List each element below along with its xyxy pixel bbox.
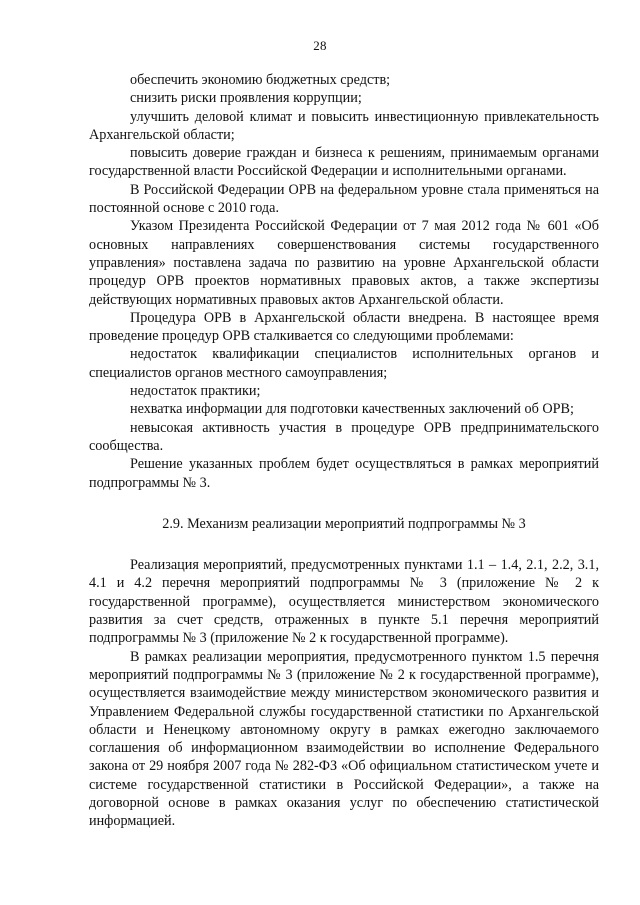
paragraph: повысить доверие граждан и бизнеса к решениям, принимаемым органами государственной власти Российской Федерации и исполнительными органами. bbox=[89, 145, 599, 180]
document-body bbox=[89, 71, 599, 831]
paragraph: невысокая активность участия в процедуре ОРВ предпринимательского сообщества. bbox=[89, 419, 599, 454]
paragraph: недостаток практики; bbox=[130, 383, 261, 400]
paragraph: улучшить деловой климат и повысить инвестиционную привлекательность Архангельской области; bbox=[89, 108, 599, 143]
section-heading: 2.9. Механизм реализации мероприятий подпрограммы № 3 bbox=[162, 515, 526, 532]
paragraph: обеспечить экономию бюджетных средств; bbox=[130, 72, 391, 88]
paragraph: В рамках реализации мероприятия, предусмотренного пунктом 1.5 перечня мероприятий подпрограммы № 3 (приложение № 2 к государственной программе), осуществляется взаимодействие между министерством экономического развития и Управлением Федеральной службы государственной статистики по Архангельской области и Ненецкому автономному округу в рамках ежегодно заключаемого соглашения об информационном взаимодействии во исполнение Федерального закона от 29 ноября 2007 года № 282-ФЗ «Об официальном статистическом учете и системе государственной статистики в Российской Федерации», а также на договорной основе в рамках оказания услуг по обеспечению статистической информацией. bbox=[89, 648, 599, 830]
paragraph: Указом Президента Российской Федерации от 7 мая 2012 года № 601 «Об основных направлениях совершенствования системы государственного управления» поставлена задача по развитию на уровне Архангельской области процедур ОРВ проектов нормативных правовых актов, а также экспертизы действующих нормативных правовых актов Архангельской области. bbox=[89, 218, 599, 308]
paragraph: нехватка информации для подготовки качественных заключений об ОРВ; bbox=[130, 401, 574, 418]
page-number: 28 bbox=[313, 38, 327, 53]
paragraph: Реализация мероприятий, предусмотренных пунктами 1.1 – 1.4, 2.1, 2.2, 3.1, 4.1 и 4.2 перечня мероприятий подпрограммы № 3 (приложение № 2 к государственной программе), осуществляется министерством экономического развития за счет средств, отраженных в пункте 5.1 перечня мероприятий подпрограммы № 3 (приложение № 2 к государственной программе). bbox=[89, 557, 599, 647]
paragraph: Процедура ОРВ в Архангельской области внедрена. В настоящее время проведение процедур ОРВ сталкивается со следующими проблемами: bbox=[89, 309, 599, 345]
paragraph: Решение указанных проблем будет осуществляться в рамках мероприятий подпрограммы № 3. bbox=[89, 456, 599, 491]
paragraph: недостаток квалификации специалистов исполнительных органов и специалистов органов местного самоуправления; bbox=[89, 346, 599, 381]
paragraph: снизить риски проявления коррупции; bbox=[130, 90, 362, 107]
paragraph: В Российской Федерации ОРВ на федеральном уровне стала применяться на постоянной основе с 2010 года. bbox=[89, 181, 599, 217]
